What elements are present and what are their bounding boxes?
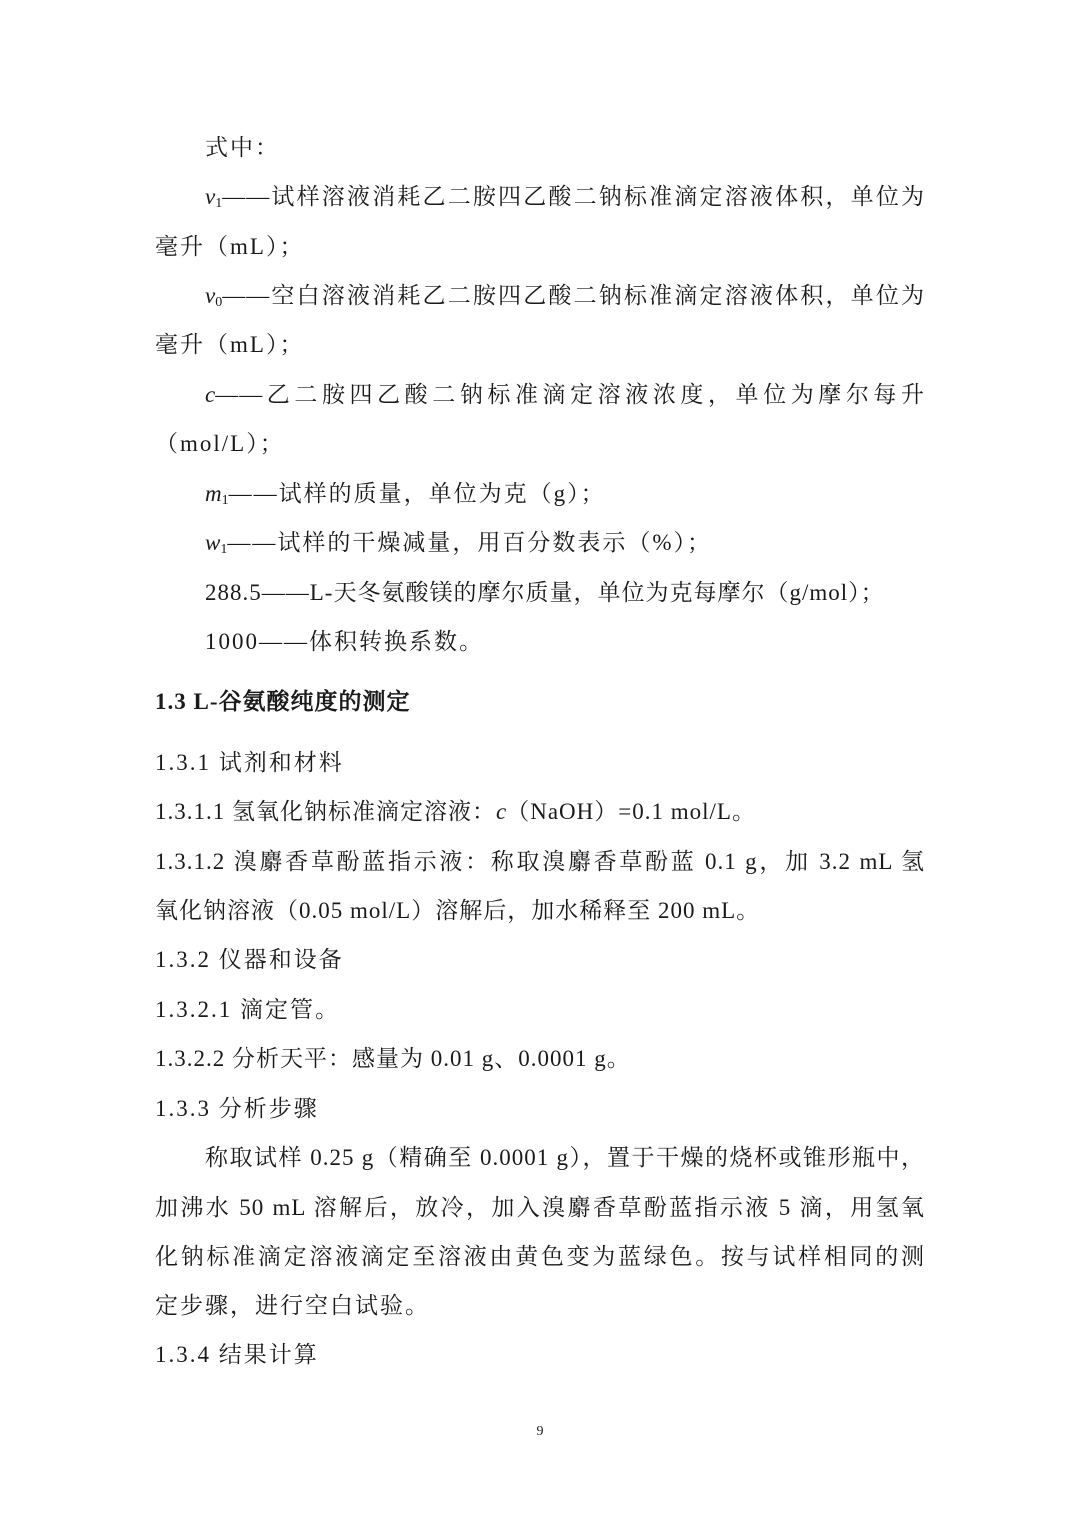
reagents-title: 1.3.1 试剂和材料	[155, 750, 344, 775]
def-conversion: 1000——体积转换系数。	[205, 629, 484, 654]
reagent-1-value: （NaOH）=0.1 mol/L。	[506, 799, 756, 824]
m1-symbol: m	[205, 481, 222, 506]
def-w1	[205, 527, 925, 566]
reagent-1	[155, 796, 925, 828]
instrument-2: 1.3.2.2 分析天平：感量为 0.01 g、0.0001 g。	[155, 1046, 631, 1071]
v1-symbol: v	[205, 184, 216, 209]
def-c-unit: （mol/L）；	[155, 431, 285, 456]
def-v0	[205, 280, 925, 319]
where-label: 式中：	[205, 135, 280, 160]
def-v0-unit: 毫升（mL）；	[155, 332, 305, 357]
c-description: ——乙二胺四乙酸二钠标准滴定溶液浓度，单位为摩尔每升	[215, 382, 925, 407]
instruments-title: 1.3.2 仪器和设备	[155, 947, 344, 972]
procedure-title: 1.3.3 分析步骤	[155, 1096, 319, 1121]
v1-description: ——试样溶液消耗乙二胺四乙酸二钠标准滴定溶液体积，单位为	[222, 184, 925, 209]
procedure-line-1: 称取试样 0.25 g（精确至 0.0001 g），置于干燥的烧杯或锥形瓶中，	[205, 1145, 925, 1170]
procedure-line-2: 加沸水 50 mL 溶解后，放冷，加入溴麝香草酚蓝指示液 5 滴，用氢氧	[155, 1195, 925, 1220]
procedure-line-4: 定步骤，进行空白试验。	[155, 1293, 430, 1318]
def-c	[205, 379, 925, 411]
w1-symbol: w	[205, 530, 221, 555]
procedure-line-3: 化钠标准滴定溶液滴定至溶液由黄色变为蓝绿色。按与试样相同的测	[155, 1244, 925, 1269]
c-symbol: c	[205, 382, 216, 407]
reagent-1-symbol: c	[496, 799, 507, 824]
v1-subscript: 1	[215, 196, 223, 211]
reagent-1-prefix: 1.3.1.1 氢氧化钠标准滴定溶液：	[155, 799, 496, 824]
reagent-2-line-2: 氧化钠溶液（0.05 mol/L）溶解后，加水稀释至 200 mL。	[155, 898, 761, 923]
calculation-title: 1.3.4 结果计算	[155, 1342, 319, 1367]
instrument-1: 1.3.2.1 滴定管。	[155, 997, 340, 1022]
m1-subscript: 1	[221, 493, 229, 508]
v0-subscript: 0	[215, 295, 223, 310]
def-v1	[205, 181, 925, 220]
m1-description: ——试样的质量，单位为克（g）；	[228, 481, 606, 506]
page-number: 9	[536, 1424, 544, 1439]
section-heading: 1.3 L-谷氨酸纯度的测定	[155, 689, 411, 714]
reagent-2-line-1: 1.3.1.2 溴麝香草酚蓝指示液：称取溴麝香草酚蓝 0.1 g，加 3.2 mL 氢	[155, 849, 925, 874]
def-molar-mass: 288.5——L-天冬氨酸镁的摩尔质量，单位为克每摩尔（g/mol）；	[205, 580, 885, 605]
def-m1	[205, 478, 925, 517]
v0-description: ——空白溶液消耗乙二胺四乙酸二钠标准滴定溶液体积，单位为	[222, 283, 925, 308]
def-v1-unit: 毫升（mL）；	[155, 234, 305, 259]
w1-subscript: 1	[220, 542, 228, 557]
w1-description: ——试样的干燥减量，用百分数表示（%）；	[227, 530, 713, 555]
v0-symbol: v	[205, 283, 216, 308]
